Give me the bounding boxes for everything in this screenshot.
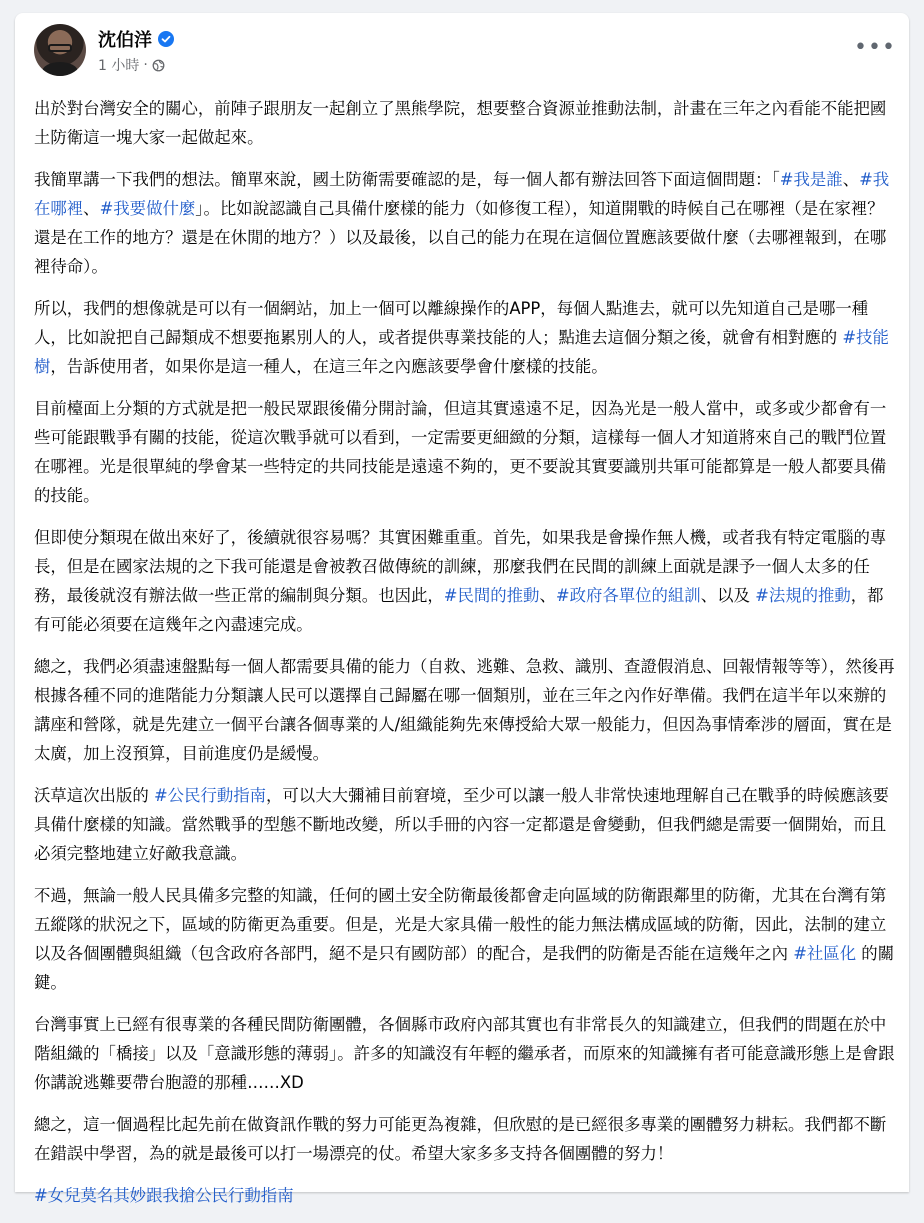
post-text: ，可以大大彌補目前窘境，至少可以讓一般人非常快速地理解自己在戰爭的時候應該要具備什麼樣的知識。當然戰爭的型態不斷地改變，所以手冊的內容一定都還是會變動，但我們總是需要一個開始，而且必須完整地建立好敵我意識。 — [34, 786, 889, 863]
post-body — [34, 94, 897, 1223]
post-text: 出於對台灣安全的關心，前陣子跟朋友一起創立了黑熊學院，想要整合資源並推動法制，計畫在三年之內看能不能把國土防衛這一塊大家一起做起來。 — [34, 99, 887, 147]
meta-separator: · — [143, 57, 148, 73]
post-text: ，都有可能必須要在這幾年之內盡速完成。 — [34, 586, 884, 634]
more-options-icon: ••• — [854, 35, 896, 60]
post-text: 不過，無論一般人民具備多完整的知識，任何的國土安全防衛最後都會走向區域的防衛跟鄰里的防衛，尤其在台灣有第五縱隊的狀況之下，區域的防衛更為重要。但是，光是大家具備一般性的能力無法構成區域的防衛，因此，法制的建立以及各個團體與組織（包含政府各部門，絕不是只有國防部）的配合，是我們的防衛是否能在這幾年之內 — [34, 886, 887, 963]
more-options-button[interactable] — [854, 34, 896, 62]
post-paragraph — [34, 165, 897, 281]
hashtag-link[interactable]: #政府各單位的組訓 — [555, 586, 701, 605]
post-paragraph — [34, 781, 897, 868]
author-row — [98, 26, 174, 52]
post-paragraph — [34, 394, 897, 510]
post-text: 總之，我們必須盡速盤點每一個人都需要具備的能力（自救、逃難、急救、識別、查證假消息、回報情報等等），然後再根據各種不同的進階能力分類讓人民可以選擇自己歸屬在哪一個類別，並在三年之內作好準備。我們在這半年以來辦的講座和營隊，就是先建立一個平台讓各個專業的人/組織能夠先來傳授給大眾一般能力，但因為事情牽涉的層面，實在是太廣，加上沒預算，目前進度仍是緩慢。 — [34, 657, 895, 763]
post-meta — [98, 55, 165, 75]
hashtag-link[interactable]: #技能樹 — [34, 328, 889, 376]
post-paragraph — [34, 1181, 897, 1210]
post-paragraph — [34, 94, 897, 152]
post-card — [15, 13, 909, 1205]
post-paragraph — [34, 1110, 897, 1168]
post-text: 所以，我們的想像就是可以有一個網站，加上一個可以離線操作的APP，每個人點進去，就可以先知道自己是哪一種人，比如說把自己歸類成不想要拖累別人的人，或者提供專業技能的人；點進去這個分類之後，就會有相對應的 — [34, 299, 869, 347]
post-text: 、 — [83, 199, 100, 218]
avatar-shirt — [42, 62, 78, 76]
hashtag-link[interactable]: #我要做什麼 — [99, 199, 196, 218]
post-text: 」。比如說認識自己具備什麼樣的能力（如修復工程），知道開戰的時候自己在哪裡（是在家裡？還是在工作的地方？還是在休閒的地方？）以及最後，以自己的能力在現在這個位置應該要做什麼（去哪裡報到，在哪裡待命）。 — [34, 199, 887, 276]
post-text: 目前檯面上分類的方式就是把一般民眾跟後備分開討論，但這其實遠遠不足，因為光是一般人當中，或多或少都會有一些可能跟戰爭有關的技能，從這次戰爭就可以看到，一定需要更細緻的分類，這樣每一個人才知道將來自己的戰鬥位置在哪裡。光是很單純的學會某一些特定的共同技能是遠遠不夠的，更不要說其實要識別共軍可能都算是一般人都要具備的技能。 — [34, 399, 887, 505]
post-text: 、 — [539, 586, 556, 605]
post-paragraph — [34, 652, 897, 768]
post-text: 但即使分類現在做出來好了，後續就很容易嗎？其實困難重重。首先，如果我是會操作無人機，或者我有特定電腦的專長，但是在國家法規的之下我可能還是會被教召做傳統的訓練，那麼我們在民間的訓練上面就是課予一個人太多的任務，最後就沒有辦法做一些正常的編制與分類。也因此， — [34, 528, 887, 605]
hashtag-link[interactable]: #法規的推動 — [755, 586, 851, 605]
verified-badge-icon — [158, 31, 174, 47]
post-paragraph — [34, 881, 897, 997]
hashtag-link[interactable]: #社區化 — [793, 944, 857, 963]
globe-icon[interactable] — [152, 59, 165, 72]
post-header — [34, 24, 896, 82]
post-text: 沃草這次出版的 — [34, 786, 154, 805]
post-text: 我簡單講一下我們的想法。簡單來說，國土防衛需要確認的是，每一個人都有辦法回答下面這個問題：「 — [34, 170, 780, 189]
post-paragraph — [34, 294, 897, 381]
avatar-glasses — [48, 44, 72, 52]
post-paragraph — [34, 1010, 897, 1097]
author-name[interactable]: 沈伯洋 — [98, 30, 152, 51]
hashtag-link[interactable]: #我是誰 — [779, 170, 843, 189]
post-text: 台灣事實上已經有很專業的各種民間防衛團體，各個縣市政府內部其實也有非常長久的知識建立，但我們的問題在於中階組織的「橋接」以及「意識形態的薄弱」。許多的知識沒有年輕的繼承者，而原來的知識擁有者可能意識形態上是會跟你講說逃難要帶台胞證的那種……XD — [34, 1015, 895, 1092]
post-text: 、以及 — [700, 586, 756, 605]
post-paragraph — [34, 523, 897, 639]
post-timestamp[interactable]: 1 小時 — [98, 58, 140, 74]
hashtag-link[interactable]: #我在哪裡 — [34, 170, 890, 218]
post-text: 總之，這一個過程比起先前在做資訊作戰的努力可能更為複雜，但欣慰的是已經很多專業的團體努力耕耘。我們都不斷在錯誤中學習，為的就是最後可以打一場漂亮的仗。希望大家多多支持各個團體的努力！ — [34, 1115, 887, 1163]
hashtag-link[interactable]: #女兒莫名其妙跟我搶公民行動指南 — [34, 1186, 294, 1205]
post-text: 、 — [842, 170, 860, 189]
hashtag-link[interactable]: #公民行動指南 — [153, 786, 267, 805]
post-text: 的關鍵。 — [34, 944, 895, 992]
avatar[interactable] — [34, 24, 86, 76]
post-text: ，告訴使用者，如果你是這一種人，在這三年之內應該要學會什麼樣的技能。 — [50, 357, 608, 376]
hashtag-link[interactable]: #民間的推動 — [443, 586, 540, 605]
